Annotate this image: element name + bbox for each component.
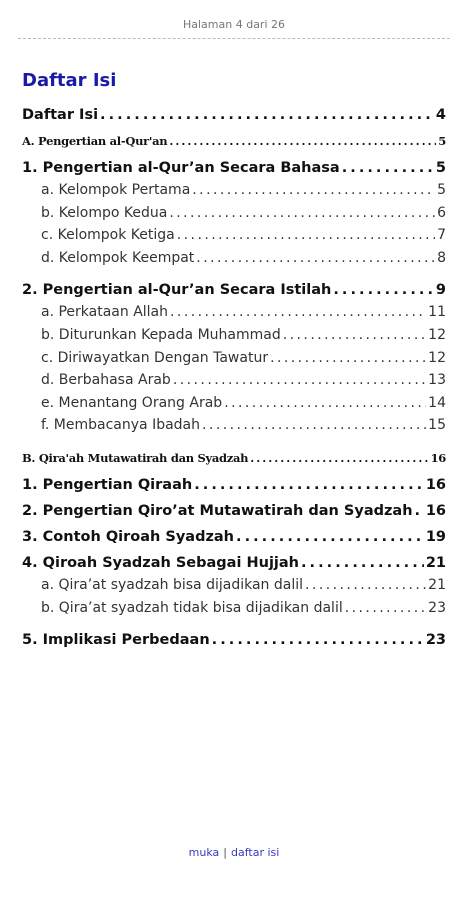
- toc-entry-label: 1. Pengertian al-Qur’an Secara Bahasa: [22, 160, 340, 176]
- toc-entry[interactable]: [22, 327, 446, 350]
- toc-entry-page: 4: [435, 107, 446, 123]
- toc-entry[interactable]: [22, 632, 446, 654]
- toc-entry[interactable]: [22, 477, 446, 499]
- toc-link[interactable]: daftar isi: [231, 846, 280, 859]
- dot-leader: [415, 503, 424, 519]
- dot-leader: [342, 160, 434, 176]
- dot-leader: [270, 350, 426, 366]
- dot-leader: [301, 555, 424, 571]
- toc-entry-page: 21: [425, 554, 446, 571]
- dot-leader: [192, 182, 435, 198]
- footer-nav: [0, 846, 468, 859]
- dot-leader: [169, 134, 436, 148]
- toc-entry-page: 16: [425, 502, 446, 519]
- toc-entry-label: d. Berbahasa Arab: [41, 372, 171, 389]
- toc-entry-page: 16: [430, 450, 446, 465]
- toc-entry-label: b. Qira’at syadzah tidak bisa dijadikan dalil: [41, 599, 343, 616]
- toc-entry-label: e. Menantang Orang Arab: [41, 394, 223, 411]
- toc-entry-page: 8: [437, 249, 446, 266]
- dot-leader: [212, 632, 424, 648]
- dot-leader: [100, 107, 434, 123]
- toc-entry-label: b. Diturunkan Kepada Muhammad: [41, 326, 281, 343]
- toc-entry-page: 12: [428, 326, 446, 343]
- toc-entry[interactable]: [22, 503, 446, 525]
- toc-entry-label: d. Kelompok Keempat: [41, 249, 195, 266]
- dot-leader: [173, 372, 426, 388]
- toc-entry-page: 5: [435, 160, 446, 176]
- toc-entry-label: a. Qira’at syadzah bisa dijadikan dalil: [41, 576, 304, 593]
- toc-entry-page: 23: [428, 599, 446, 616]
- toc-entry[interactable]: [22, 395, 446, 418]
- toc-entry[interactable]: [22, 417, 446, 440]
- toc-entry[interactable]: [22, 182, 446, 205]
- toc-entry-label: 2. Pengertian Qiro’at Mutawatirah dan Syadzah: [22, 502, 413, 519]
- toc-entry-label: A. Pengertian al-Qur'an: [22, 134, 168, 148]
- dot-leader: [345, 600, 426, 616]
- toc-entry[interactable]: [22, 350, 446, 373]
- toc-entry-page: 23: [425, 632, 446, 649]
- dot-leader: [169, 205, 435, 221]
- dot-leader: [177, 227, 435, 243]
- dot-leader: [333, 282, 434, 298]
- toc-entry-label: 4. Qiroah Syadzah Sebagai Hujjah: [22, 554, 299, 571]
- toc-entry[interactable]: [22, 250, 446, 273]
- toc-entry[interactable]: [22, 372, 446, 395]
- toc-entry[interactable]: [22, 160, 446, 182]
- toc-entry-page: 5: [438, 134, 446, 148]
- table-of-contents: [22, 103, 446, 654]
- toc-entry-label: f. Membacanya Ibadah: [41, 417, 201, 434]
- dot-leader: [305, 577, 426, 593]
- toc-entry-page: 16: [425, 476, 446, 493]
- toc-entry[interactable]: [22, 107, 446, 129]
- dot-leader: [196, 250, 435, 266]
- toc-entry-page: 19: [425, 528, 446, 545]
- toc-entry-label: 2. Pengertian al-Qur’an Secara Istilah: [22, 282, 332, 299]
- toc-entry-label: c. Kelompok Ketiga: [41, 227, 175, 244]
- toc-entry[interactable]: [22, 282, 446, 304]
- toc-entry[interactable]: [22, 529, 446, 551]
- toc-entry[interactable]: [22, 451, 446, 473]
- toc-entry-label: 3. Contoh Qiroah Syadzah: [22, 528, 235, 545]
- dot-leader: [202, 417, 426, 433]
- toc-entry[interactable]: [22, 134, 446, 156]
- toc-entry-page: 9: [435, 282, 446, 299]
- toc-entry[interactable]: [22, 205, 446, 228]
- toc-entry-label: a. Perkataan Allah: [41, 304, 169, 321]
- home-link[interactable]: muka: [188, 846, 220, 859]
- dot-leader: [194, 477, 424, 493]
- dot-leader: [283, 327, 426, 343]
- page-indicator: Halaman 4 dari 26: [182, 18, 286, 31]
- footer-separator: |: [223, 846, 227, 859]
- toc-entry-label: 5. Implikasi Perbedaan: [22, 632, 210, 649]
- toc-entry[interactable]: [22, 600, 446, 623]
- toc-entry-label: Daftar Isi: [22, 107, 99, 123]
- toc-entry-page: 14: [428, 394, 446, 411]
- toc-entry[interactable]: [22, 304, 446, 327]
- toc-entry-label: B. Qira'ah Mutawatirah dan Syadzah: [22, 450, 249, 465]
- toc-heading: Daftar Isi: [22, 70, 117, 91]
- header-divider: [18, 38, 450, 39]
- toc-entry-page: 11: [428, 304, 446, 321]
- toc-entry-label: 1. Pengertian Qiraah: [22, 476, 193, 493]
- toc-entry-page: 15: [428, 417, 446, 434]
- dot-leader: [250, 451, 428, 465]
- toc-entry-page: 6: [437, 204, 446, 221]
- toc-entry-label: c. Diriwayatkan Dengan Tawatur: [41, 349, 269, 366]
- toc-entry[interactable]: [22, 555, 446, 577]
- toc-entry-page: 5: [437, 182, 446, 198]
- toc-entry-page: 12: [428, 349, 446, 366]
- toc-entry-page: 13: [428, 372, 446, 389]
- toc-entry-label: b. Kelompo Kedua: [41, 204, 168, 221]
- toc-entry-page: 7: [437, 227, 446, 244]
- toc-entry-label: a. Kelompok Pertama: [41, 182, 191, 198]
- dot-leader: [224, 395, 426, 411]
- toc-entry-page: 21: [428, 576, 446, 593]
- toc-entry[interactable]: [22, 227, 446, 250]
- dot-leader: [170, 304, 426, 320]
- toc-entry[interactable]: [22, 577, 446, 600]
- dot-leader: [236, 529, 424, 545]
